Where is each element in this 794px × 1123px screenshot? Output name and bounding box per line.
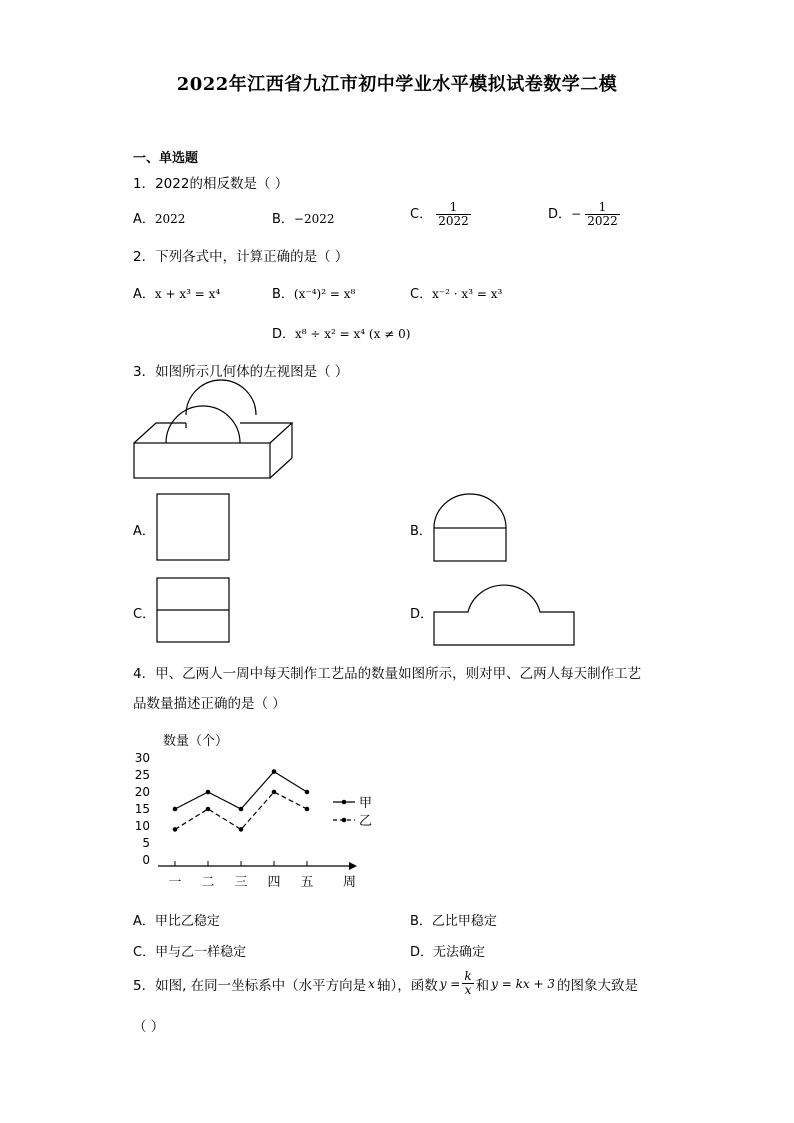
legend-label: 甲 (359, 796, 373, 811)
y-tick-label: 30 (134, 751, 150, 765)
data-point (305, 807, 310, 812)
q1-option-c[interactable] (410, 201, 471, 228)
q3-option-a-figure[interactable] (155, 492, 231, 562)
y-tick-label: 25 (134, 768, 150, 782)
back-dome (186, 380, 256, 415)
q3-stem: 3．如图所示几何体的左视图是（ ） (133, 364, 349, 380)
option-label: A． (133, 914, 155, 929)
section-heading: 一、单选题 (133, 151, 199, 166)
x-axis-arrow (349, 862, 357, 870)
q3-option-d-label[interactable]: D． (410, 607, 434, 622)
q1-option-d[interactable]: D．− $\frac{1}{2022}$ (548, 200, 618, 228)
option-text: x + x³ = x⁴ (154, 287, 221, 301)
q2-option-b[interactable] (272, 283, 355, 302)
option-text: 无法确定 (433, 945, 486, 960)
option-label: A． (133, 212, 155, 227)
option-label: C． (410, 207, 433, 222)
legend-marker (342, 800, 347, 805)
q2-option-d[interactable] (272, 323, 410, 342)
x-tick-label: 三 (234, 875, 248, 890)
y-tick-label: 20 (134, 785, 150, 799)
x-tick-label: 五 (300, 875, 314, 890)
option-label: B． (410, 914, 432, 929)
q4-line-chart (125, 728, 385, 896)
q5-stem: 5．如图, 在同一坐标系中（水平方向是 x 轴），函数 y = $\frac{k}{x}$ 和 y = kx + 3 的图象大致是 (133, 969, 638, 997)
q4-stem-line2: 品数量描述正确的是（ ） (133, 696, 286, 712)
data-point (272, 769, 277, 774)
q5-paren: （ ） (133, 1019, 165, 1035)
q3-option-b-label[interactable]: B． (410, 524, 432, 539)
option-label: D． (272, 327, 296, 342)
q1-option-a[interactable] (133, 208, 185, 227)
q3-option-a-label[interactable]: A． (133, 524, 155, 539)
option-text: 乙比甲稳定 (431, 914, 497, 929)
x-axis-label: 周 (343, 875, 357, 890)
page-title: 2022年江西省九江市初中学业水平模拟试卷数学二模 (176, 74, 618, 95)
option-label: D． (410, 945, 434, 960)
data-point (272, 790, 277, 795)
option-text: −2022 (293, 212, 335, 226)
q2-option-a[interactable] (133, 283, 220, 302)
q4-option-a[interactable] (133, 910, 220, 929)
option-text: 2022 (154, 212, 186, 226)
data-point (206, 790, 211, 795)
option-text: x⁻² · x³ = x³ (432, 287, 503, 301)
q4-stem-line1: 4．甲、乙两人一周中每天制作工艺品的数量如图所示，则对甲、乙两人每天制作工艺 (133, 666, 642, 682)
data-point (173, 807, 178, 812)
y-tick-label: 0 (142, 853, 150, 867)
option-label: B． (272, 287, 294, 302)
fraction: $\frac{1}{2022}$ (438, 200, 469, 228)
x-tick-label: 二 (201, 875, 215, 890)
q1-stem: 1．2022的相反数是（ ） (133, 176, 289, 192)
option-text: (x⁻⁴)² = x⁸ (293, 287, 356, 301)
data-point (206, 807, 211, 812)
data-point (239, 827, 244, 832)
q4-option-c[interactable] (133, 941, 246, 960)
q3-option-c-label[interactable]: C． (133, 607, 156, 622)
option-text: x⁸ ÷ x² = x⁴ (x ≠ 0) (295, 327, 411, 341)
data-point (305, 790, 310, 795)
y-tick-label: 10 (134, 819, 150, 833)
q3-option-d-figure[interactable] (432, 574, 578, 648)
q1-option-b[interactable] (272, 208, 335, 227)
fraction: $\frac{k}{x}$ (464, 969, 472, 997)
q2-option-c[interactable] (410, 283, 502, 302)
option-label: A． (133, 287, 155, 302)
option-label: D． (548, 207, 572, 222)
q2-stem: 2．下列各式中，计算正确的是（ ） (133, 249, 349, 265)
data-point (173, 827, 178, 832)
front-dome (166, 406, 240, 443)
fraction: $\frac{1}{2022}$ (587, 200, 618, 228)
q3-solid-figure (128, 378, 300, 484)
y-tick-label: 5 (142, 836, 150, 850)
q4-option-d[interactable] (410, 941, 485, 960)
legend-marker (342, 818, 347, 823)
legend-label: 乙 (359, 814, 373, 829)
q4-option-b[interactable] (410, 910, 497, 929)
q3-option-c-figure[interactable] (155, 576, 231, 646)
y-tick-label: 15 (134, 802, 150, 816)
option-label: C． (133, 945, 156, 960)
option-text: 甲与乙一样稳定 (155, 945, 247, 960)
y-axis-label: 数量（个） (163, 734, 229, 749)
option-label: B． (272, 212, 294, 227)
data-point (239, 807, 244, 812)
option-text: 甲比乙稳定 (154, 914, 220, 929)
series-line-1 (175, 772, 307, 809)
option-label: C． (410, 287, 433, 302)
x-tick-label: 一 (168, 875, 182, 890)
x-tick-label: 四 (267, 875, 281, 890)
q3-option-b-figure[interactable] (432, 492, 508, 564)
